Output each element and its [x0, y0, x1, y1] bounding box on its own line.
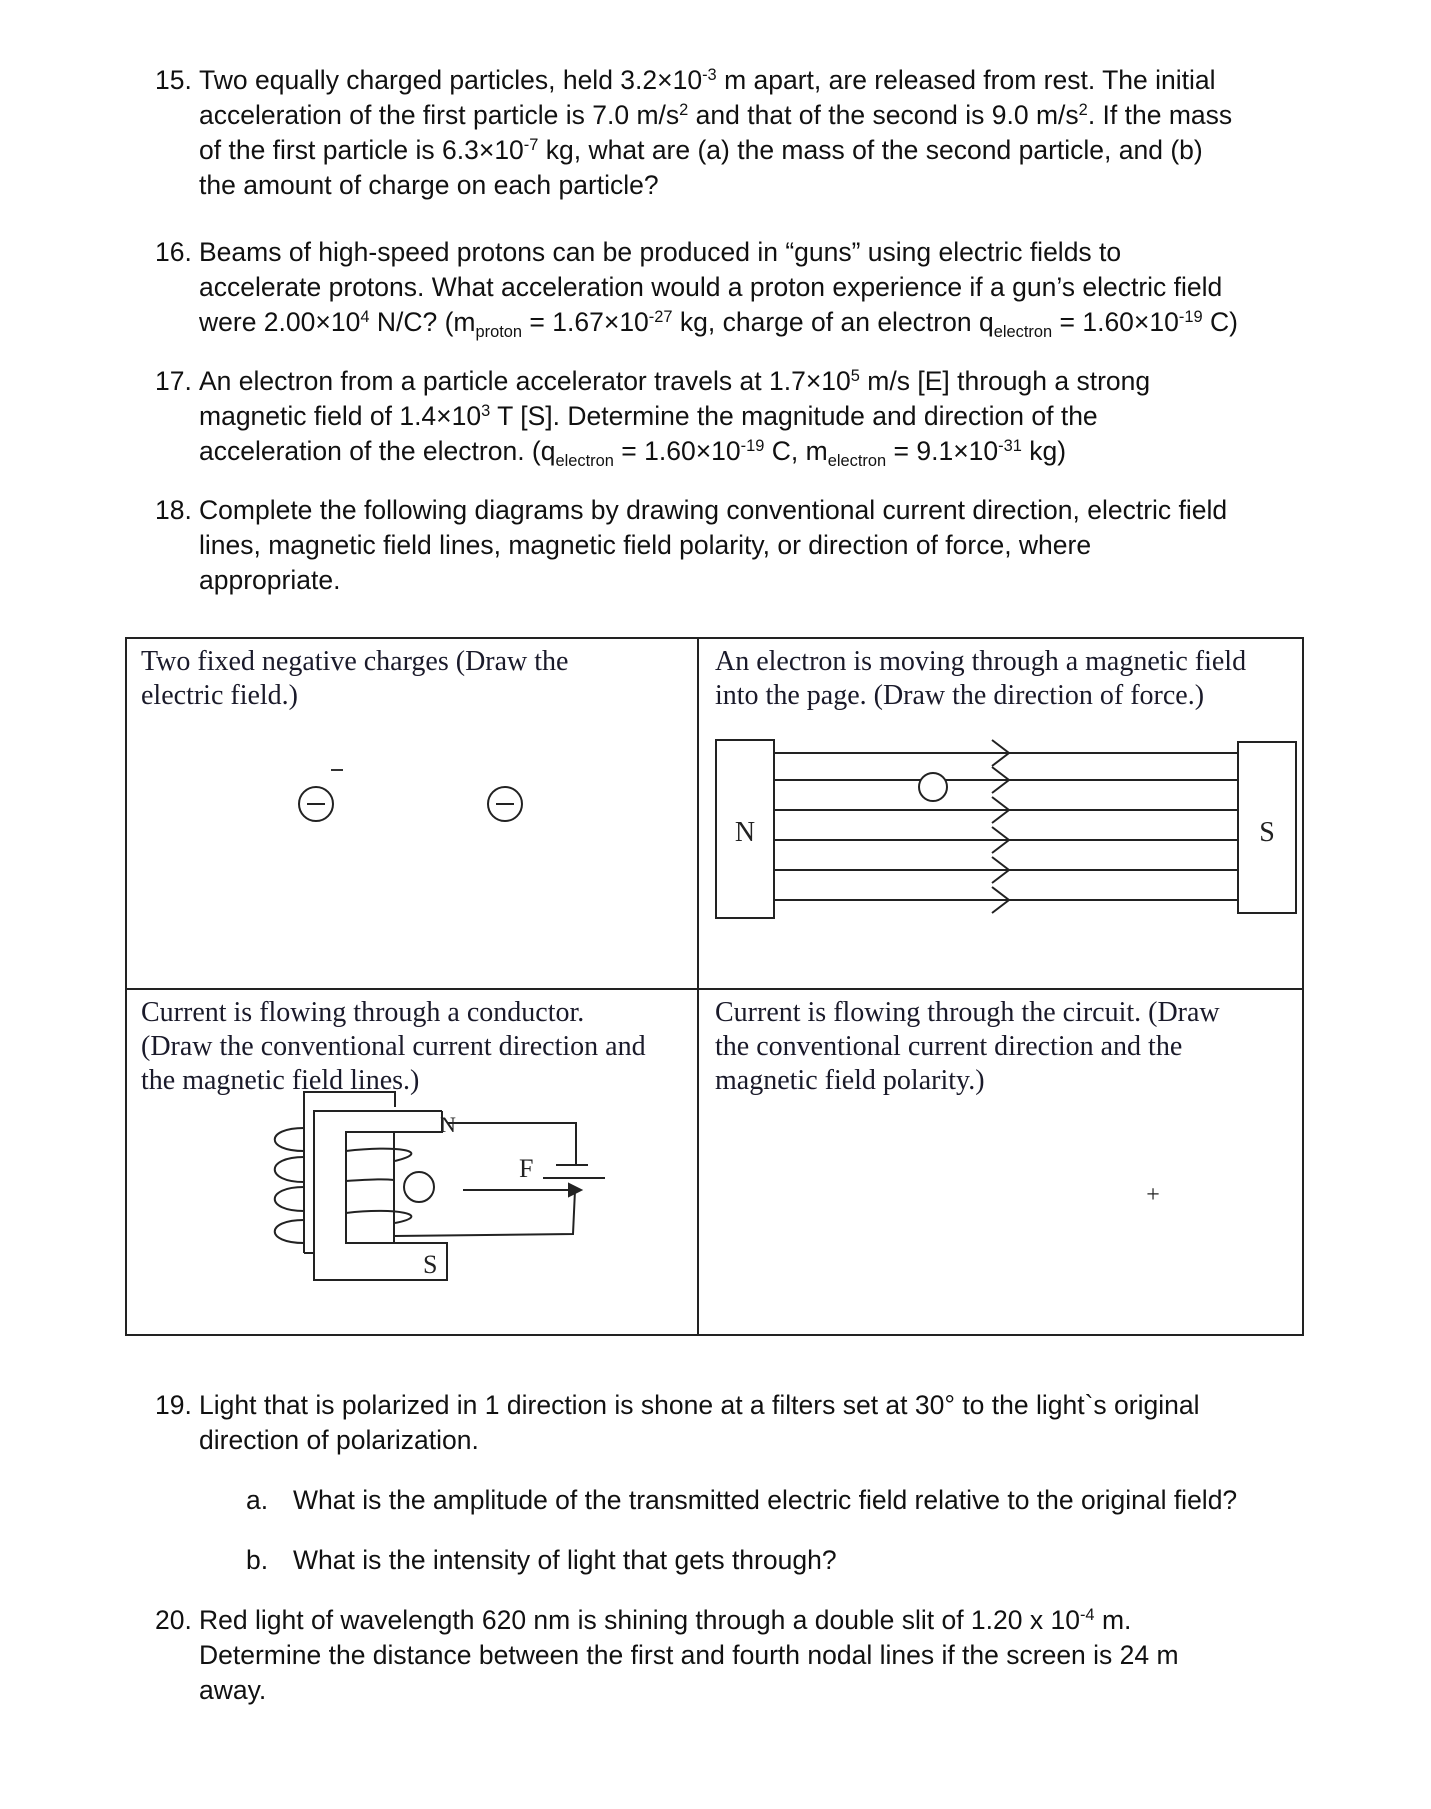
north-label: N — [440, 1112, 456, 1137]
text-line: Beams of high-speed protons can be produced in “guns” using electric fields to — [199, 237, 1122, 267]
text-line: Two equally charged particles, held $3.2\times 10^{-3}$ m apart, are released from rest. The initial — [199, 65, 1216, 95]
question-number: 18. — [155, 495, 192, 525]
question-text — [199, 493, 1315, 598]
question-number: 19. — [155, 1390, 192, 1420]
magnetic-field-lines — [774, 740, 1238, 913]
text-line: Red light of wavelength 620 nm is shining through a double slit of 1.20 x $10^{-4}$ m. — [199, 1605, 1132, 1635]
question-15 — [155, 63, 1315, 203]
text-line: away. — [199, 1675, 267, 1705]
text-line: were $2.00\times 10^4$ N/C? ($m_{proton} = 1.67\times 10^{-27}$ kg, charge of an electron $q_{electron} = 1.60\times 10^{-19}$ C) — [199, 307, 1238, 341]
question-18 — [155, 493, 1315, 598]
negative-charge-icon — [299, 787, 333, 821]
question-text — [199, 1388, 1315, 1458]
question-16 — [155, 235, 1315, 340]
text-line: magnetic field of $1.4\times 10^3$ T [S]. Determine the magnitude and direction of the — [199, 401, 1098, 431]
svg-text:N: N — [734, 817, 756, 848]
cell-caption-conductor: Current is flowing through a conductor. (Draw the conventional current direction and the magnetic field lines.) — [141, 997, 646, 1096]
text-line: Determine the distance between the first and fourth nodal lines if the screen is 24 m — [199, 1640, 1179, 1670]
text-line: lines, magnetic field lines, magnetic field polarity, or direction of force, where — [199, 530, 1092, 560]
cell-caption-electron-field: An electron is moving through a magnetic field into the page. (Draw the direction of force.) — [715, 646, 1247, 711]
south-pole-magnet — [1238, 742, 1296, 913]
negative-charge-icon — [488, 787, 522, 821]
plus-mark: + — [1146, 1182, 1160, 1208]
question-19-part-a — [246, 1483, 1237, 1518]
force-label: F — [519, 1154, 534, 1183]
question-number: 15. — [155, 65, 192, 95]
question-text — [199, 235, 1315, 340]
text-line: Complete the following diagrams by drawing conventional current direction, electric field — [199, 495, 1228, 525]
question-number: 16. — [155, 237, 192, 267]
svg-text:S: S — [1259, 817, 1275, 848]
text-line: appropriate. — [199, 565, 341, 595]
text-line: of the first particle is $6.3\times 10^{-7}$ kg, what are (a) the mass of the second particle, and (b) — [199, 135, 1203, 165]
text-line: acceleration of the first particle is 7.0 $m/s^2$ and that of the second is 9.0 $m/s^2$. If the mass — [199, 100, 1233, 130]
question-text — [199, 364, 1315, 469]
north-pole-magnet — [716, 740, 774, 918]
south-label: S — [423, 1250, 438, 1279]
part-label: a. — [246, 1485, 269, 1515]
question-17 — [155, 364, 1315, 469]
question-20 — [155, 1603, 1315, 1708]
cell-caption-circuit: Current is flowing through the circuit. (Draw the conventional current direction and the magnetic field polarity.) — [715, 997, 1220, 1096]
part-text: What is the amplitude of the transmitted electric field relative to the original field? — [293, 1485, 1238, 1515]
question-text — [199, 63, 1315, 203]
question-number: 17. — [155, 366, 192, 396]
text-line: acceleration of the electron. ($q_{electron} = 1.60\times 10^{-19}$ C, $m_{electron} = 9.1\times 10^{-31}$ kg) — [199, 436, 1067, 470]
diagram-drawings — [125, 637, 1304, 1336]
question-number: 20. — [155, 1605, 192, 1635]
question-19 — [155, 1388, 1315, 1458]
question-text — [199, 1603, 1315, 1708]
text-line: the amount of charge on each particle? — [199, 170, 659, 200]
text-line: An electron from a particle accelerator travels at $1.7\times 10^5$ m/s [E] through a strong — [199, 366, 1151, 396]
cell-caption-charges: Two fixed negative charges (Draw the electric field.) — [141, 646, 569, 711]
part-text: What is the intensity of light that gets through? — [293, 1545, 837, 1575]
text-line: Light that is polarized in 1 direction is shone at a filters set at 30° to the light`s original — [199, 1390, 1200, 1420]
part-label: b. — [246, 1545, 269, 1575]
question-19-part-b — [246, 1543, 837, 1578]
diagram-table — [125, 637, 1304, 1336]
electron-icon — [919, 773, 947, 801]
text-line: direction of polarization. — [199, 1425, 479, 1455]
text-line: accelerate protons. What acceleration would a proton experience if a gun’s electric field — [199, 272, 1223, 302]
